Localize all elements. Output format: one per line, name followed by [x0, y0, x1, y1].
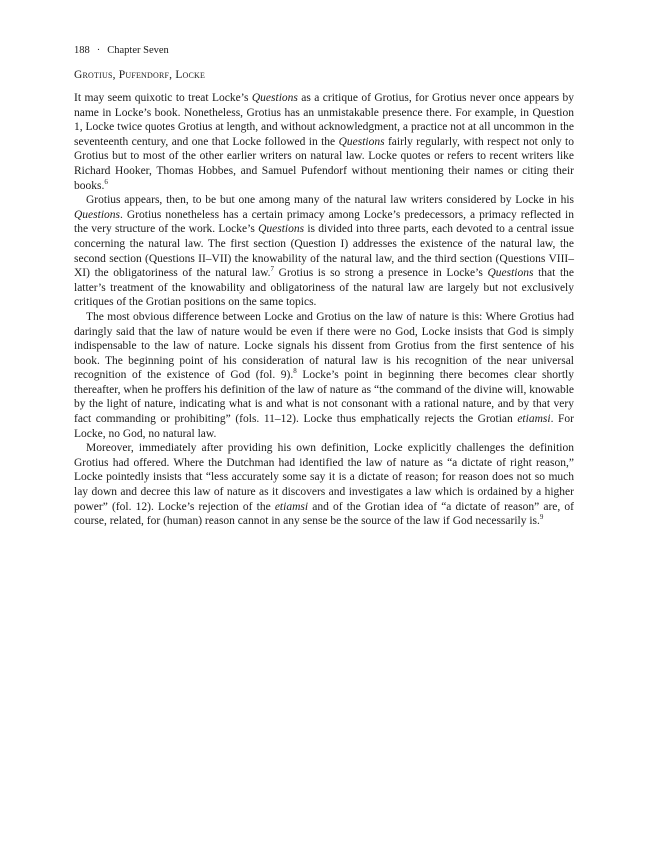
paragraph: [74, 193, 574, 310]
book-page: [74, 44, 574, 529]
page-number: 188: [74, 45, 90, 56]
body-text: [74, 91, 574, 529]
text-run: The most obvious difference between Locke and Grotius on the law of nature is this: Where Grotius had daringly said that the law of nature would be even if there were no God, Locke insists that God is simply indispensable to the law of nature. Locke signals his dissent from Grotius from the first sentence of his book. The beginning point of his consideration of natural law is his recognition of the near universal recognition of the existence of God (fol. 9).: [74, 310, 574, 382]
running-head: [74, 44, 574, 58]
section-title: Grotius, Pufendorf, Locke: [74, 69, 206, 81]
text-run: Grotius appears, then, to be but one among many of the natural law writers considered by Locke in his: [86, 194, 574, 207]
text-run: fairly regularly, with respect not only to Grotius but to most of the other earlier writers on natural law. Locke quotes or refers to recent writers like Richard Hooker, Thomas Hobbes, and Samuel Pufendorf without mentioning their names or citing their books.: [74, 135, 574, 192]
running-head-separator: ·: [96, 45, 101, 56]
italic-title: Questions: [487, 267, 534, 280]
footnote-marker: 8: [293, 367, 297, 376]
text-run: that the latter’s treatment of the knowability and obligatoriness of the natural law are largely but not exclusively critiques of the Grotian positions on the same topics.: [74, 267, 574, 309]
text-run: Moreover, immediately after providing his own definition, Locke explicitly challenges the definition Grotius had offered. Where the Dutchman had identified the law of nature as “a dictate of right reason,” Locke pointedly insists that “less accurately some say it is a dictate of reason; for reason does not so much lay down and decree this law of nature as it discovers and investigates a law which is ordained by a higher power” (fol. 12). Locke’s rejection of the: [74, 442, 574, 513]
text-run: is divided into three parts, each devoted to a central issue concerning the natural law. The first section (Question I) addresses the existence of the natural law, the second section (Questions II–VII) the knowability of the natural law, and the third section (Questions VIII–XI) the obligatoriness of the natural law.: [74, 223, 574, 280]
italic-title: Questions: [258, 223, 305, 236]
text-run: It may seem quixotic to treat Locke’s: [74, 92, 252, 104]
italic-title: Questions: [74, 208, 120, 221]
text-run: Grotius is so strong a presence in Locke’s: [274, 267, 488, 280]
text-run: . For Locke, no God, no natural law.: [74, 413, 574, 440]
footnote-marker: 7: [270, 265, 275, 274]
paragraph: [74, 91, 574, 193]
footnote-marker: 6: [104, 177, 108, 186]
text-run: as a critique of Grotius, for Grotius never once appears by name in Locke’s book. Nonetheless, Grotius has an unmistakable presence there. For example, in Question 1, Locke twice quotes Grotius at length, and without acknowledgment, a practice not at all uncommon in the seventeenth century, and one that Locke followed in the: [74, 92, 574, 148]
italic-title: Questions: [338, 135, 385, 148]
footnote-marker: 9: [539, 513, 544, 522]
text-run: and of the Grotian idea of “a dictate of reason” are, of course, related, for (human) reason cannot in any sense be the source of the law if God necessarily is.: [74, 500, 574, 528]
text-run: . Grotius nonetheless has a certain primacy among Locke’s predecessors, a primacy reflected in the very structure of the work. Locke’s: [74, 208, 574, 236]
text-run: Locke’s point in beginning there becomes clear shortly thereafter, when he proffers his definition of the law of nature as “the command of the divine will, knowable by the light of nature, indicating what is and what is not consonant with a rational nature, and by that very fact commanding or prohibiting” (fols. 11–12). Locke thus emphatically rejects the Grotian: [74, 369, 574, 426]
paragraph: [74, 441, 574, 529]
chapter-label: Chapter Seven: [107, 45, 169, 56]
italic-title: etiamsi: [517, 413, 551, 426]
italic-title: Questions: [251, 92, 298, 104]
paragraph: [74, 310, 574, 441]
italic-title: etiamsi: [274, 500, 309, 513]
